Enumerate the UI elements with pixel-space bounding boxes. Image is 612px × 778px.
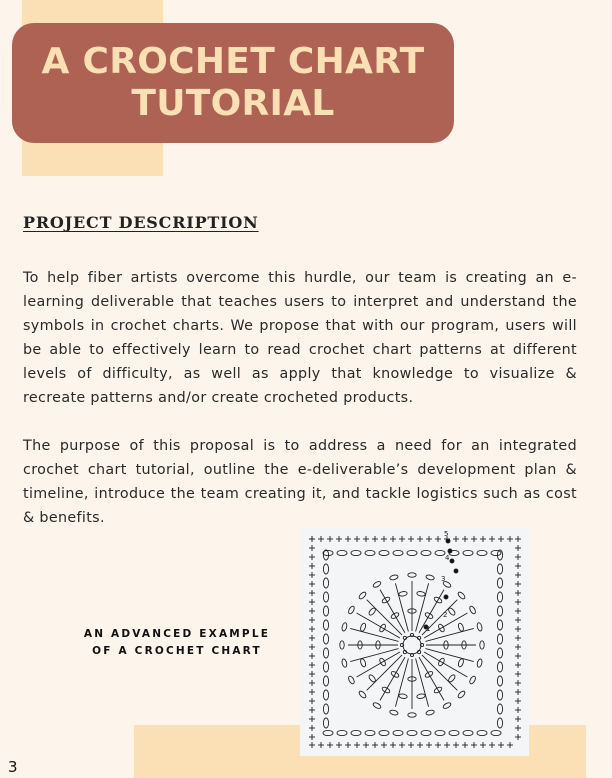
chain-stitch [497,648,502,658]
crochet-chart-image [300,527,529,756]
round-label-2: 2 [443,611,448,619]
chain-stitch [393,730,403,735]
chain-stitch [421,730,431,735]
description-paragraph-2: The purpose of this proposal is to address a need for an integrated crochet chart tutorial, outline the e-deliverable’s development plan & timeline, introduce the team creating it, and tackle logistics such as cost & benefits. [23,438,577,526]
chain-stitch [497,676,502,686]
chain-stitch [337,550,347,555]
chain-stitch [457,591,466,600]
chain-stitch [435,730,445,735]
chain-stitch [365,550,375,555]
chain-stitch [463,730,473,735]
slip-stitch-dot [454,569,458,573]
chain-stitch [372,702,381,710]
chain-stitch [323,564,328,574]
chain-stitch [408,713,416,717]
chain-stitch [358,690,367,699]
chain-stitch [323,718,328,728]
chain-stitch [389,709,398,715]
chain-stitch [435,550,445,555]
title-line-1: A CROCHET CHART [41,41,425,82]
chain-stitch [425,709,434,715]
title-line-2: TUTORIAL [131,83,335,124]
slip-stitch-dot [450,559,454,563]
dc-stitch [350,628,398,641]
chain-stitch [323,606,328,616]
chain-stitch [341,658,347,667]
chain-stitch [476,622,482,631]
chain-stitch [469,605,477,614]
chain-stitch [477,550,487,555]
chain-stitch [425,574,434,580]
chain-stitch [457,658,464,667]
dc-stitch [416,659,429,707]
description-paragraph-1: To help fiber artists overcome this hurdle, our team is creating an e-learning deliverable that teaches users to interpret and understand the symbols in crochet charts. We propose that with our program, users will be able to effectively learn to read crochet chart patterns at different levels of difficulty, as well as apply that knowledge to visualize & recreate patterns and/or create crocheted products. [23,270,577,406]
chain-stitch [491,550,501,555]
chain-stitch [323,730,333,735]
chain-stitch [323,676,328,686]
chain-stitch [360,658,367,667]
chain-stitch [398,693,407,699]
chain-stitch [416,591,425,597]
dc-stitch [395,583,408,631]
chain-stitch [389,574,398,580]
chain-stitch [351,550,361,555]
crochet-chart-diagram [300,527,529,756]
chain-stitch [497,620,502,630]
chain-stitch [407,730,417,735]
chain-stitch [497,564,502,574]
round-label-1: 1 [426,625,431,633]
chain-stitch [407,550,417,555]
chain-stitch [408,573,416,577]
chain-stitch [323,704,328,714]
dc-stitch [357,652,400,677]
chain-stitch [497,662,502,672]
chain-stitch [340,641,344,649]
chain-stitch [323,592,328,602]
chain-stitch [497,690,502,700]
chain-stitch [476,658,482,667]
chain-stitch [416,693,425,699]
chain-stitch [323,648,328,658]
chain-stitch [372,580,381,588]
chain-stitch [351,730,361,735]
chain-stitch [347,605,355,614]
dc-stitch [424,652,467,677]
chain-stitch [379,730,389,735]
chain-stitch [457,690,466,699]
round-label-4: 4 [445,554,450,562]
chain-stitch [347,675,355,684]
chain-stitch [337,730,347,735]
chain-stitch [449,730,459,735]
chain-stitch [469,675,477,684]
slip-stitch-dot [444,595,448,599]
chain-stitch [398,591,407,597]
slip-stitch-dot [448,549,452,553]
page-number: 3 [8,758,18,776]
dc-stitch [350,649,398,662]
chain-stitch [341,622,347,631]
chain-stitch [497,578,502,588]
figure-caption [72,626,282,660]
slip-stitch-dot [446,539,450,543]
figure-caption-line-2: OF A CROCHET CHART [92,645,262,657]
round-label-3: 3 [441,575,446,583]
chain-stitch [497,634,502,644]
chain-stitch [323,690,328,700]
chain-stitch [477,730,487,735]
dc-stitch [426,649,474,662]
chain-stitch [497,718,502,728]
chain-stitch [463,550,473,555]
chain-stitch [457,623,464,632]
chain-stitch [497,592,502,602]
round-label-5: 5 [444,530,449,538]
figure-caption-line-1: AN ADVANCED EXAMPLE [83,628,271,640]
chain-stitch [360,623,367,632]
title-banner [12,23,454,143]
section-heading: PROJECT DESCRIPTION [23,213,259,232]
chain-stitch [393,550,403,555]
chain-stitch [497,704,502,714]
chain-stitch [497,606,502,616]
chain-stitch [442,702,451,710]
chain-stitch [365,730,375,735]
magic-ring [403,636,421,654]
chain-stitch [323,578,328,588]
dc-stitch [357,613,400,638]
dc-stitch [426,628,474,641]
dc-stitch [395,659,408,707]
chain-stitch [358,591,367,600]
chain-stitch [323,662,328,672]
chain-stitch [480,641,484,649]
chain-stitch [421,550,431,555]
chain-stitch [379,550,389,555]
chain-stitch [491,730,501,735]
chain-stitch [323,634,328,644]
chain-stitch [323,620,328,630]
